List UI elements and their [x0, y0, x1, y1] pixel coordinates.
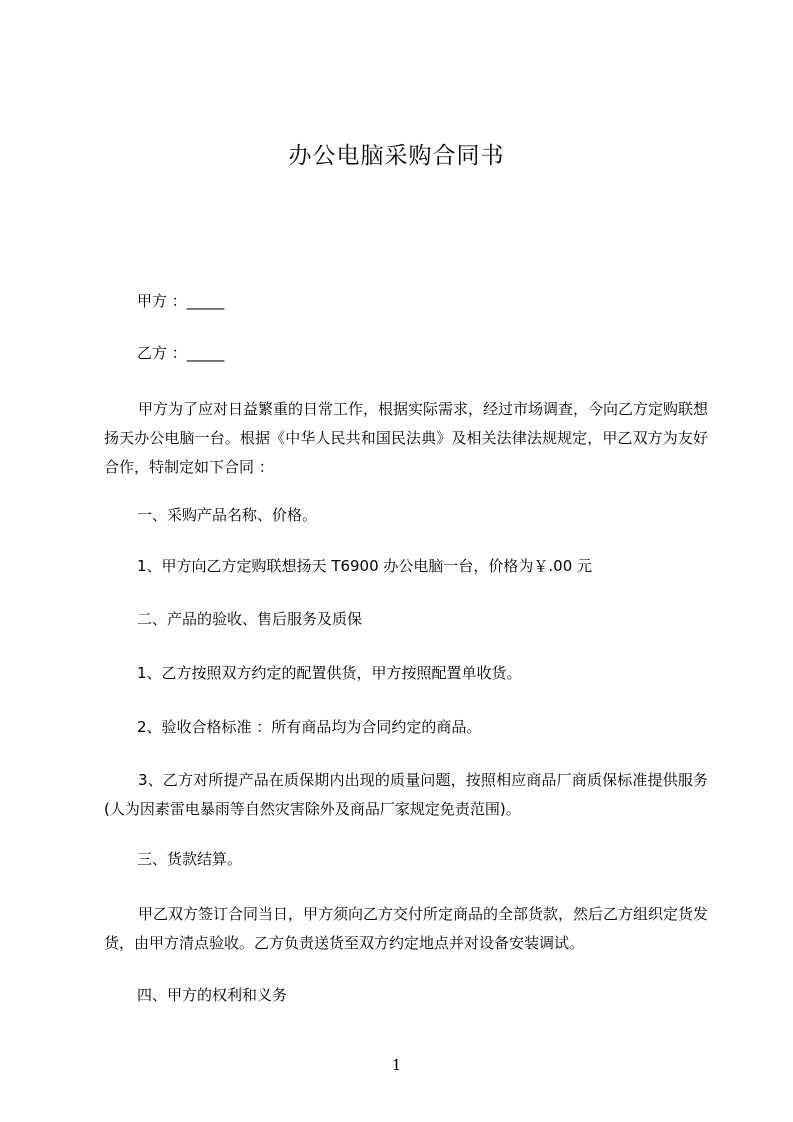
section-2-item-2: 2、验收合格标准 ：所有商品均为合同约定的商品。 [137, 718, 482, 736]
party-a-line: 甲方 ：_____ [137, 292, 225, 310]
section-2-item-1: 1、乙方按照双方约定的配置供货，甲方按照配置单收货。 [137, 664, 522, 682]
intro-paragraph: 甲方为了应对日益繁重的日常工作，根据实际需求，经过市场调查，今向乙方定购联想扬天办公电脑一台。根据《中华人民共和国民法典》及相关法律法规规定，甲乙双方为友好合作，特制定如下合同 ： [104, 400, 709, 476]
party-b-line: 乙方 ：_____ [137, 344, 225, 362]
page-number: 1 [391, 1056, 402, 1074]
section-2-heading: 二、产品的验收、售后服务及质保 [137, 610, 363, 628]
page-title: 办公电脑采购合同书 [288, 143, 505, 169]
section-4-heading: 四、甲方的权利和义务 [137, 986, 288, 1004]
section-3-heading: 三、货款结算。 [137, 850, 243, 868]
section-2-item-3: 3、乙方对所提产品在质保期内出现的质量问题，按照相应商品厂商质保标准提供服务(人为因素雷电暴雨等自然灾害除外及商品厂家规定免责范围)。 [104, 771, 708, 818]
section-3-body: 甲乙双方签订合同当日，甲方须向乙方交付所定商品的全部货款，然后乙方组织定货发货，由甲方清点验收。乙方负责送货至双方约定地点并对设备安装调试。 [104, 905, 709, 952]
section-1-item-1: 1、甲方向乙方定购联想扬天 T6900 办公电脑一台，价格为￥.00 元 [137, 557, 593, 575]
section-1-heading: 一、采购产品名称、价格。 [137, 506, 318, 524]
